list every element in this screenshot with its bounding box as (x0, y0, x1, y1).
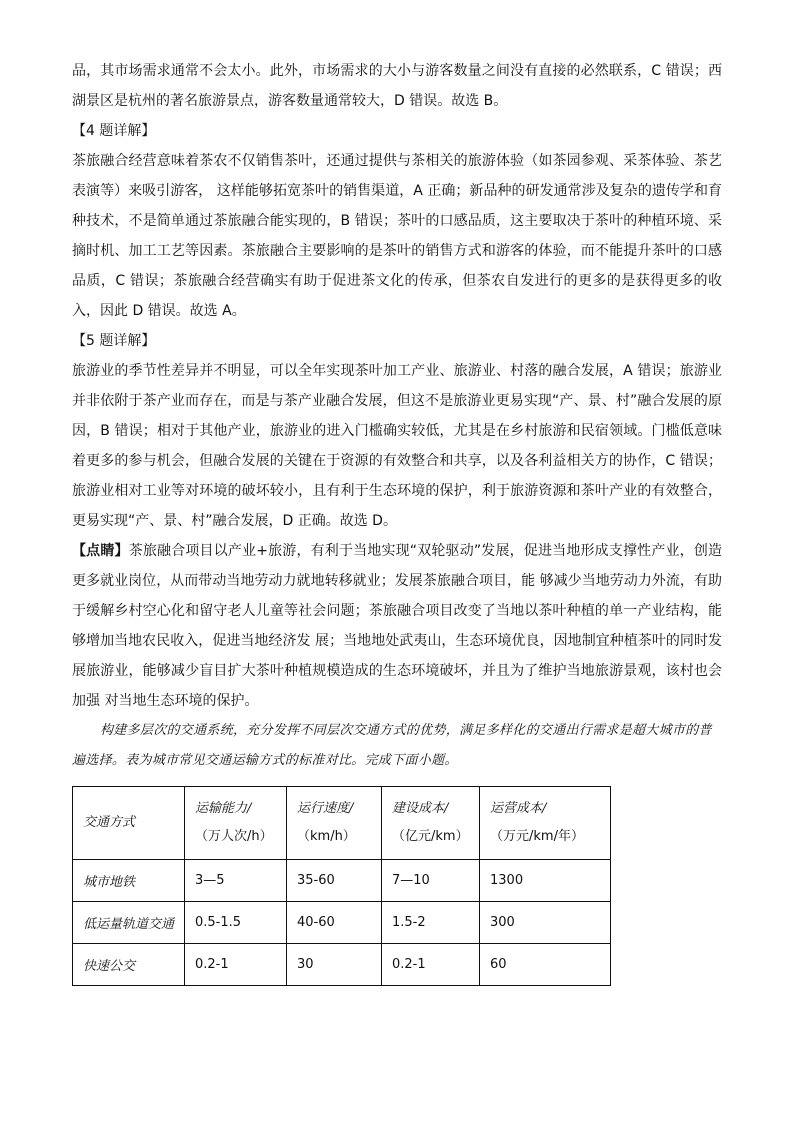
cell-capacity: 0.2-1 (185, 944, 287, 986)
header-capacity (185, 787, 287, 860)
transport-comparison-table (72, 786, 611, 986)
cell-mode: 低运量轨道交通 (73, 902, 185, 944)
cell-build-cost: 0.2-1 (382, 944, 480, 986)
cell-mode: 快速公交 (73, 944, 185, 986)
key-point-paragraph (72, 536, 722, 716)
question-group-intro: 构建多层次的交通系统，充分发挥不同层次交通方式的优势，满足多样化的交通出行需求是超大城市的普遍选择。表为城市常见交通运输方式的标准对比。完成下面小题。 (72, 723, 712, 768)
header-mode-line1: 交通方式 (83, 815, 136, 830)
table-row (73, 902, 611, 944)
header-op-cost (480, 787, 611, 860)
header-build-cost (382, 787, 480, 860)
cell-build-cost: 7—10 (382, 860, 480, 902)
header-build-cost-line2: （亿元/km） (392, 829, 469, 844)
question-5-heading: 【5 题详解】 (72, 333, 156, 349)
cell-speed: 30 (287, 944, 382, 986)
cell-op-cost: 60 (480, 944, 611, 986)
cell-op-cost: 1300 (480, 860, 611, 902)
cell-capacity: 3—5 (185, 860, 287, 902)
cell-build-cost: 1.5-2 (382, 902, 480, 944)
key-point-label: 【点睛】 (72, 543, 129, 559)
cell-mode: 城市地铁 (73, 860, 185, 902)
header-speed-line1: 运行速度/ (297, 801, 354, 816)
header-speed (287, 787, 382, 860)
cell-op-cost: 300 (480, 902, 611, 944)
question-5-explanation: 旅游业的季节性差异并不明显，可以全年实现茶叶加工产业、旅游业、村落的融合发展，A 错误；旅游业并非依附于茶产业而存在，而是与茶产业融合发展，但这不是旅游业更易实现“产、景、村”融合发展的原因，B 错误；相对于其他产业，旅游业的进入门槛确实较低，尤其是在乡村旅游和民宿领域。门槛低意味着更多的参与机会，但融合发展的关键在于资源的有效整合和共享，以及各利益相关方的协作，C 错误；旅游业相对工业等对环境的破坏较小，且有利于生态环境的保护，利于旅游资源和茶叶产业的有效整合，更易实现“产、景、村”融合发展，D 正确。故选 D。 (72, 363, 722, 529)
document-content (72, 56, 722, 986)
table-row (73, 860, 611, 902)
header-mode (73, 787, 185, 860)
cell-capacity: 0.5-1.5 (185, 902, 287, 944)
header-op-cost-line2: （万元/km/年） (490, 829, 584, 844)
header-op-cost-line1: 运营成本/ (490, 801, 547, 816)
header-capacity-line1: 运输能力/ (195, 801, 252, 816)
header-build-cost-line1: 建设成本/ (392, 801, 449, 816)
cell-speed: 40-60 (287, 902, 382, 944)
key-point-text: 茶旅融合项目以产业+旅游，有利于当地实现“双轮驱动”发展，促进当地形成支撑性产业，创造更多就业岗位，从而带动当地劳动力就地转移就业；发展茶旅融合项目，能 够减少当地劳动力外流，有助于缓解乡村空心化和留守老人儿童等社会问题；茶旅融合项目改变了当地以茶叶种植的单一产业结构，能够增加当地农民收入，促进当地经济发 展；当地地处武夷山，生态环境优良，因地制宜种植茶叶的同时发展旅游业，能够减少盲目扩大茶叶种植规模造成的生态环境破坏，并且为了维护当地旅游景观，该村也会加强 对当地生态环境的保护。 (72, 543, 723, 709)
header-speed-line2: （km/h） (297, 829, 356, 844)
question-4-heading: 【4 题详解】 (72, 123, 156, 139)
cell-speed: 35-60 (287, 860, 382, 902)
table-row (73, 944, 611, 986)
table-header-row (73, 787, 611, 860)
answer-paragraph-3-end: 品，其市场需求通常不会太小。此外，市场需求的大小与游客数量之间没有直接的必然联系，C 错误；西湖景区是杭州的著名旅游景点，游客数量通常较大，D 错误。故选 B。 (72, 63, 722, 109)
header-capacity-line2: （万人次/h） (195, 829, 273, 844)
question-4-explanation: 茶旅融合经营意味着茶农不仅销售茶叶，还通过提供与茶相关的旅游体验（如茶园参观、采茶体验、茶艺表演等）来吸引游客， 这样能够拓宽茶叶的销售渠道，A 正确；新品种的研发通常涉及复杂的遗传学和育种技术，不是简单通过茶旅融合能实现的，B 错误；茶叶的口感品质，这主要取决于茶叶的种植环境、采摘时机、加工工艺等因素。茶旅融合主要影响的是茶叶的销售方式和游客的体验，而不能提升茶叶的口感品质，C 错误；茶旅融合经营确实有助于促进茶文化的传承，但茶农自发进行的更多的是获得更多的收入，因此 D 错误。故选 A。 (72, 153, 722, 319)
